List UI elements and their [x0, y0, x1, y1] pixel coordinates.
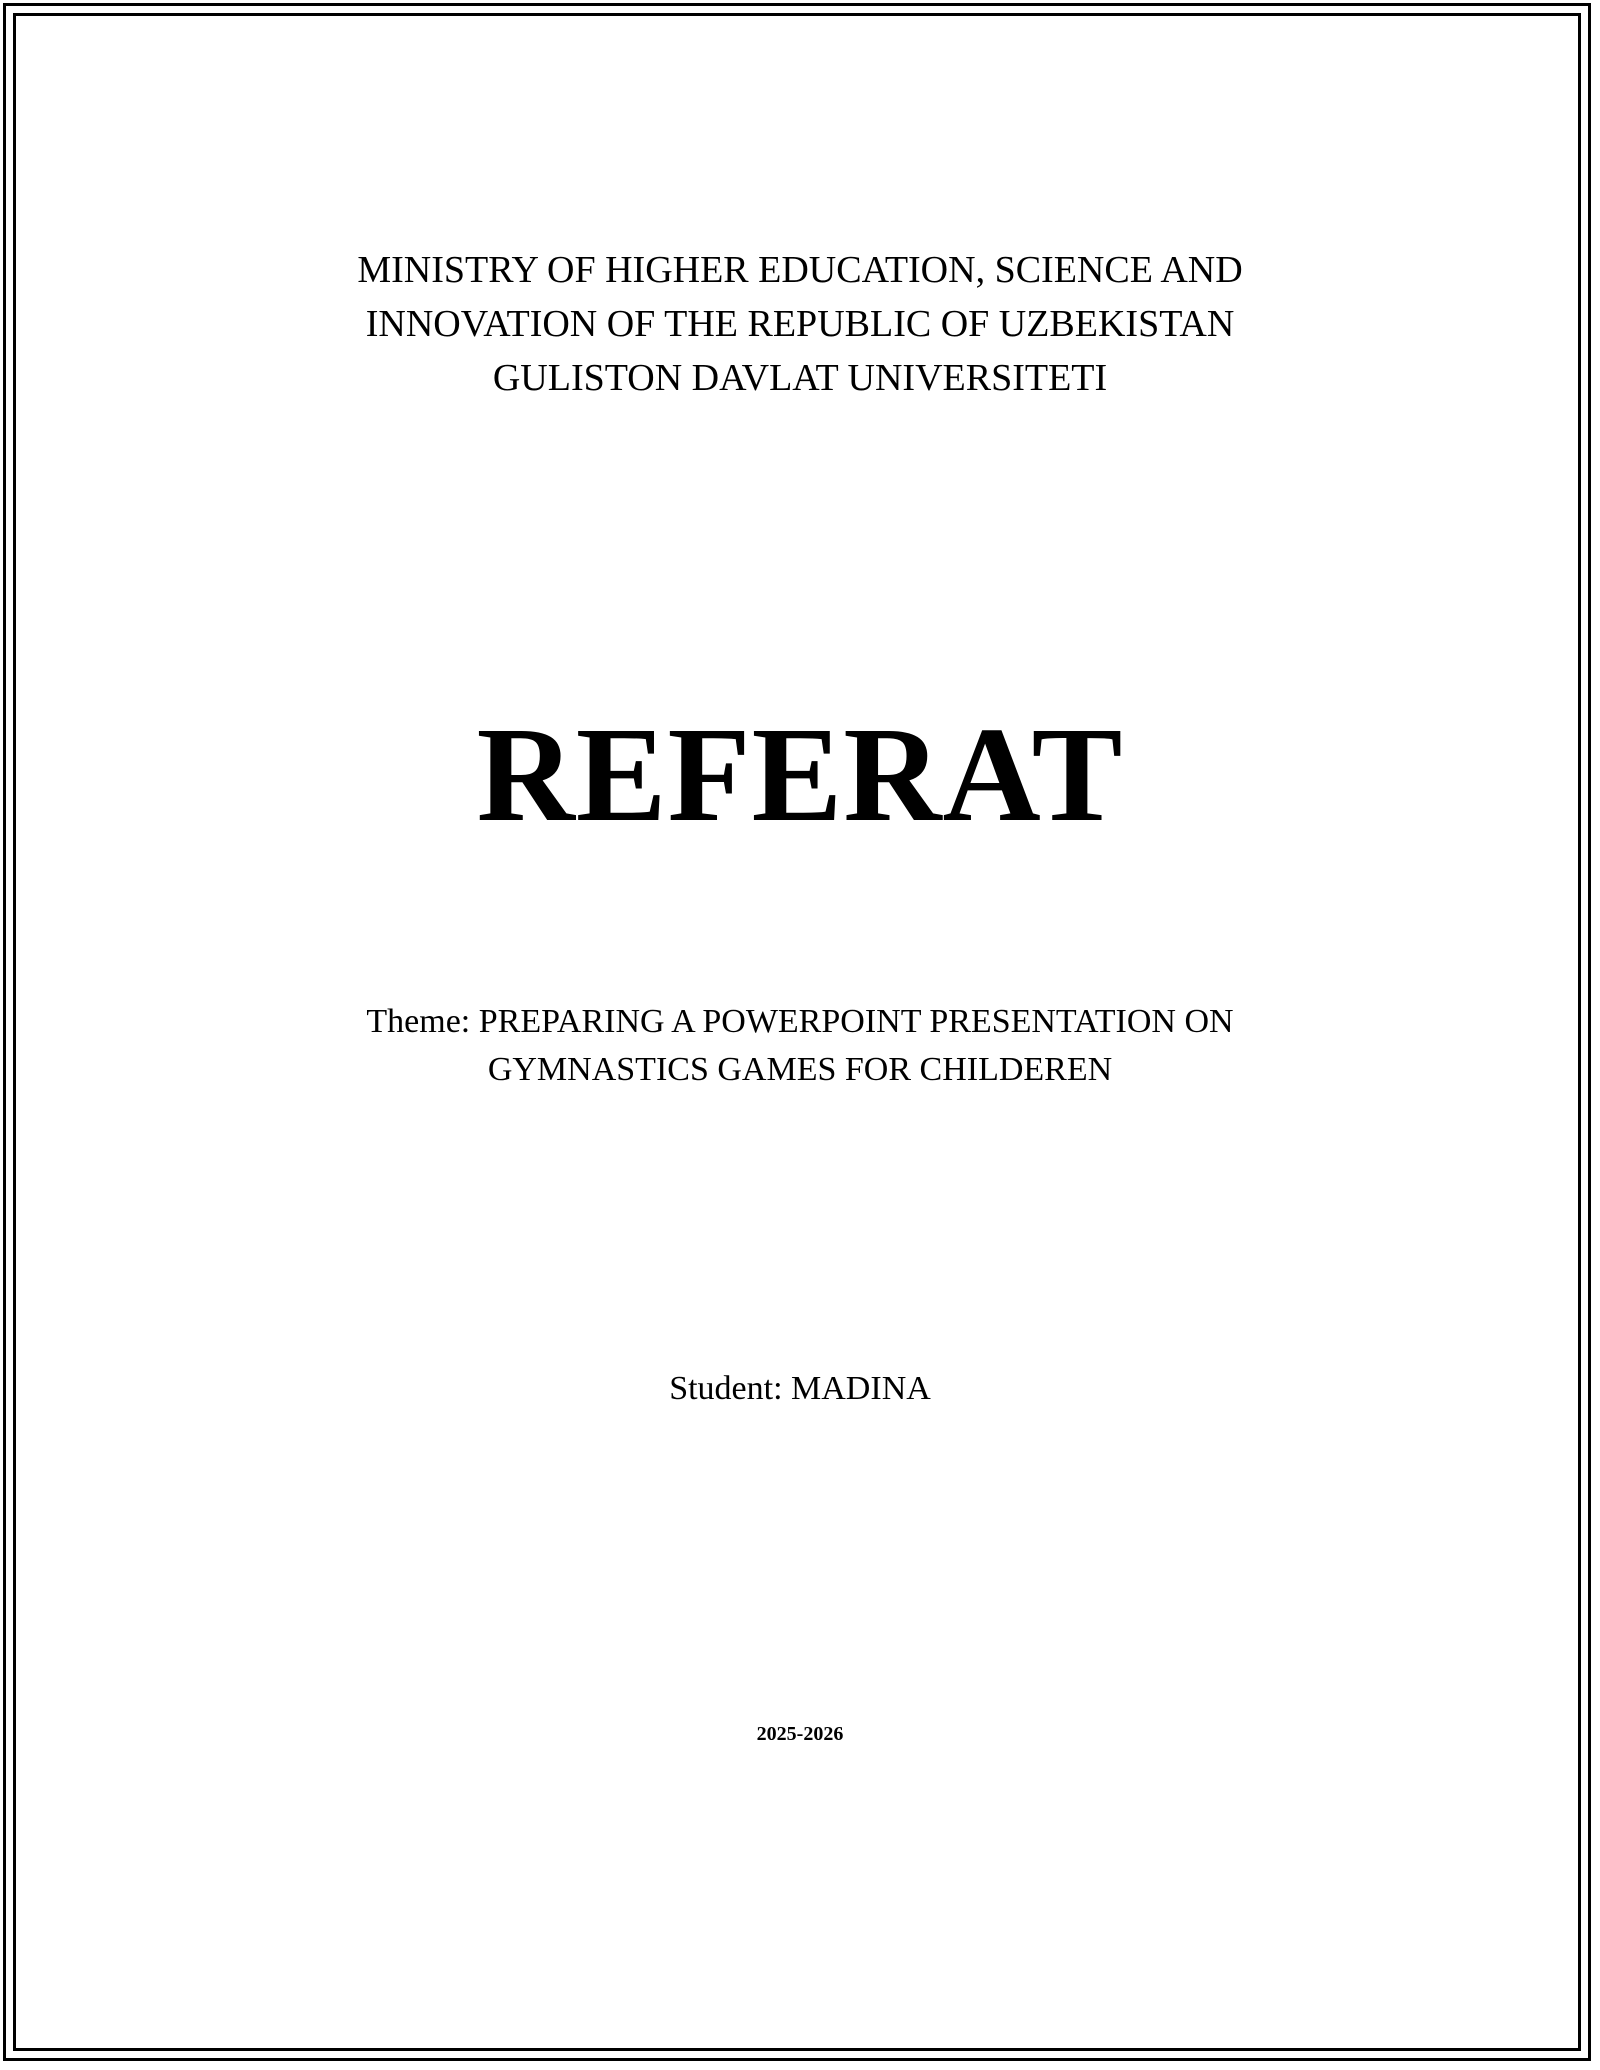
- academic-year: 2025-2026: [756, 1723, 844, 1745]
- header-line-university: GULISTON DAVLAT UNIVERSITETI: [492, 357, 1108, 399]
- student-name: Student: MADINA: [669, 1370, 931, 1407]
- header-line-ministry: MINISTRY OF HIGHER EDUCATION, SCIENCE AND: [357, 249, 1243, 291]
- theme-block: [0, 998, 1600, 1094]
- document-title: REFERAT: [476, 700, 1124, 850]
- institution-header: [0, 243, 1600, 405]
- theme-line-1: Theme: PREPARING A POWERPOINT PRESENTATION ON: [366, 1003, 1234, 1040]
- theme-line-2: GYMNASTICS GAMES FOR CHILDEREN: [487, 1051, 1113, 1088]
- header-line-republic: INNOVATION OF THE REPUBLIC OF UZBEKISTAN: [365, 303, 1235, 345]
